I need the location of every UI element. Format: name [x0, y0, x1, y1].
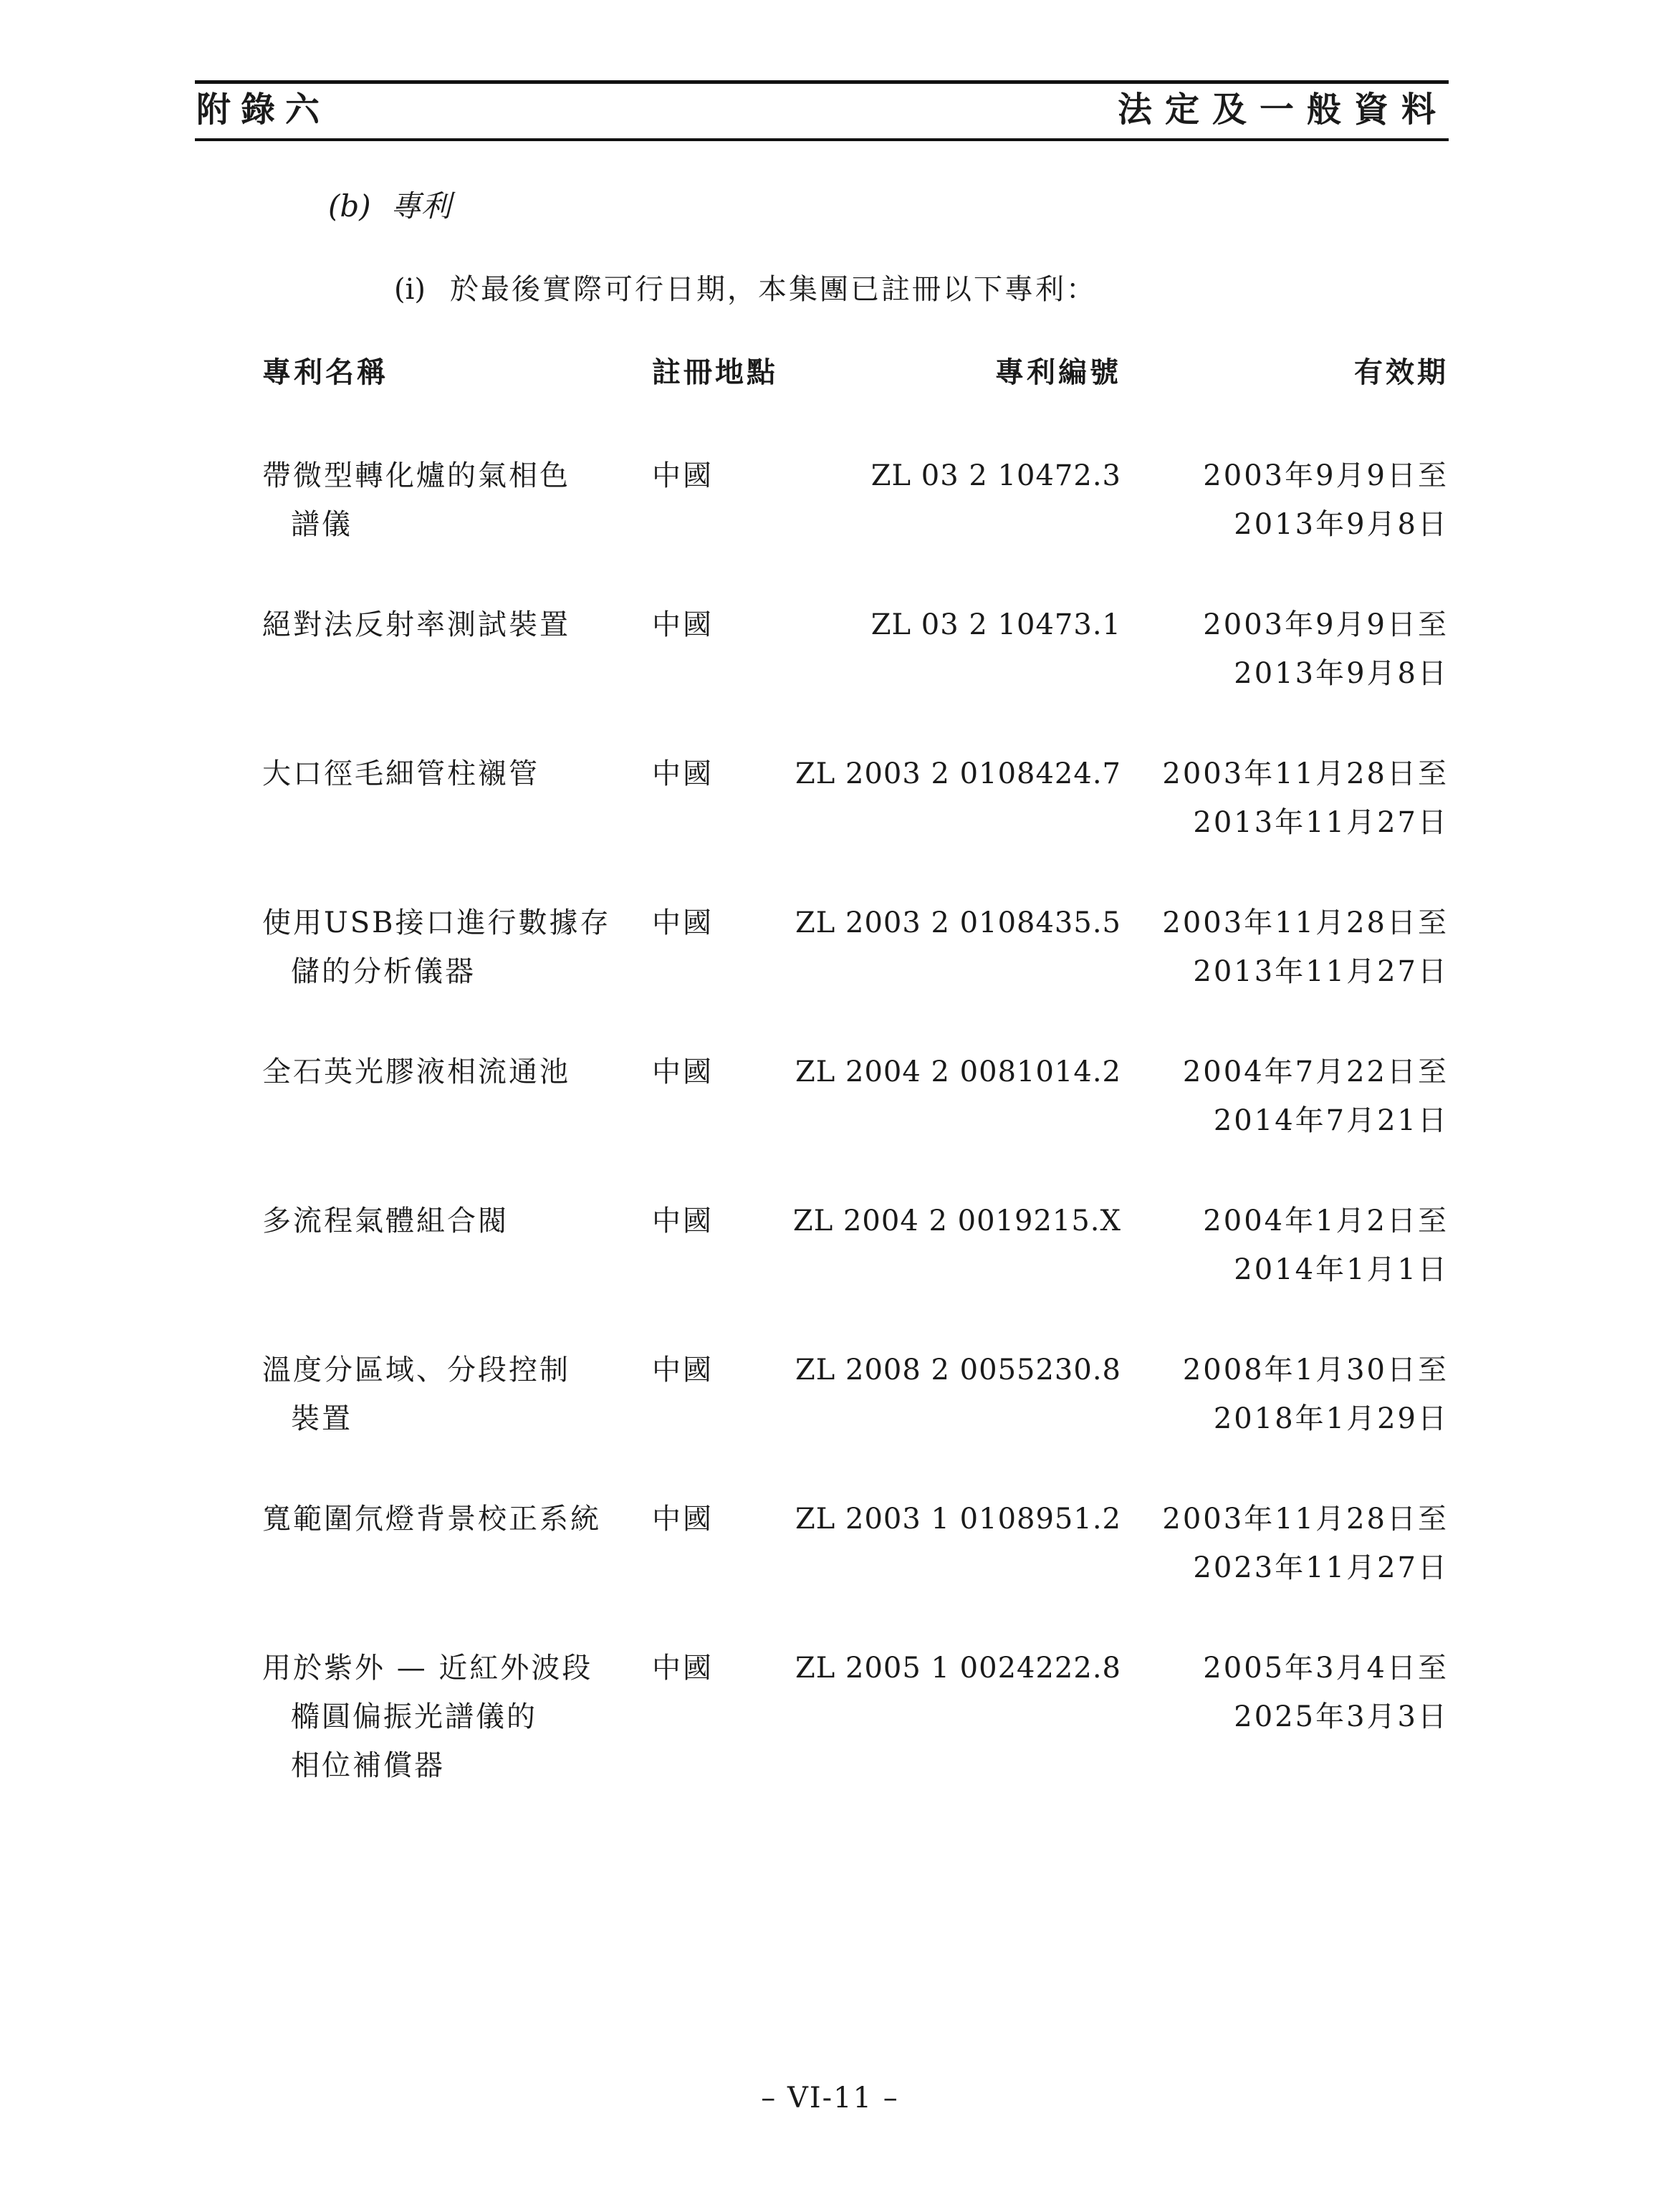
registration-place: 中國: [652, 757, 714, 790]
patent-name: [262, 1197, 635, 1245]
patent-number: ZL 2004 2 0081014.2: [795, 1055, 1121, 1088]
patent-name-line: 溫度分區域、分段控制: [262, 1354, 570, 1387]
patent-name: [262, 1495, 635, 1543]
validity-period-line: 2003年11月28日至: [1162, 757, 1449, 790]
validity-period-line: 2013年11月27日: [1193, 955, 1449, 988]
validity-period-line: 2025年3月3日: [1234, 1700, 1449, 1733]
patent-name-line: 全石英光膠液相流通池: [262, 1055, 570, 1088]
validity-period-line: 2005年3月4日至: [1203, 1652, 1449, 1685]
validity-period-line: 2018年1月29日: [1213, 1402, 1449, 1435]
validity-period-line: 2004年1月2日至: [1203, 1205, 1449, 1237]
validity-period-line: 2013年11月27日: [1193, 806, 1449, 839]
subsection-b-marker: (b): [328, 188, 371, 224]
patent-name: [262, 451, 635, 549]
validity-period-line: 2008年1月30日至: [1182, 1354, 1449, 1387]
section-title: 法定及一般資料: [1117, 90, 1449, 130]
validity-period: [1183, 1346, 1449, 1443]
validity-period-line: 2003年11月28日至: [1162, 906, 1449, 939]
patent-name-line: 裝置: [291, 1402, 352, 1435]
patent-number: ZL 2008 2 0055230.8: [795, 1354, 1121, 1387]
patent-name: [262, 750, 635, 798]
patent-name-line: 寬範圍氘燈背景校正系統: [262, 1503, 601, 1536]
patent-name: [262, 600, 635, 649]
patent-name-line: 儲的分析儀器: [291, 955, 476, 988]
validity-period: [1203, 1644, 1449, 1741]
patent-name-line: 多流程氣體組合閥: [262, 1205, 509, 1237]
patent-number: ZL 03 2 10472.3: [870, 459, 1121, 492]
subsection-i-paragraph: [394, 268, 1097, 311]
validity-period: [1203, 451, 1449, 549]
patent-number: ZL 2005 1 0024222.8: [795, 1652, 1121, 1685]
validity-period-line: 2013年9月8日: [1234, 657, 1449, 690]
validity-period-line: 2023年11月27日: [1193, 1551, 1449, 1584]
patent-number: ZL 2003 1 0108951.2: [795, 1503, 1121, 1536]
validity-period: [1162, 750, 1449, 847]
patent-name-line: 用於紫外 — 近紅外波段: [262, 1652, 593, 1685]
registration-place: 中國: [652, 608, 714, 641]
registration-place: 中國: [652, 1354, 714, 1387]
patent-name-line: 大口徑毛細管柱襯管: [262, 757, 539, 790]
patent-name-line: 使用USB接口進行數據存: [262, 906, 611, 939]
patent-name: [262, 1644, 635, 1790]
col-header-patent-name: 專利名稱: [262, 355, 388, 389]
patent-number: ZL 03 2 10473.1: [870, 608, 1121, 641]
subsection-b-title: 專利: [390, 188, 451, 224]
patent-name-line: 帶微型轉化爐的氣相色: [262, 459, 570, 492]
validity-period: [1203, 600, 1449, 698]
col-header-patent-number: 專利編號: [995, 355, 1121, 389]
patent-number: ZL 2004 2 0019215.X: [792, 1205, 1121, 1237]
registration-place: 中國: [652, 906, 714, 939]
validity-period: [1162, 899, 1449, 996]
validity-period-line: 2014年7月21日: [1213, 1104, 1449, 1137]
header-top-rule: [195, 80, 1449, 84]
validity-period: [1162, 1495, 1449, 1592]
validity-period-line: 2003年11月28日至: [1162, 1503, 1449, 1536]
registration-place: 中國: [652, 1205, 714, 1237]
patent-number: ZL 2003 2 0108424.7: [795, 757, 1121, 790]
validity-period-line: 2004年7月22日至: [1182, 1055, 1449, 1088]
subsection-i-text: 於最後實際可行日期，本集團已註冊以下專利：: [450, 273, 1098, 306]
registration-place: 中國: [652, 1503, 714, 1536]
subsection-b-heading: [328, 185, 451, 228]
validity-period: [1183, 1048, 1449, 1145]
validity-period-line: 2003年9月9日至: [1203, 608, 1449, 641]
col-header-validity-period: 有效期: [1354, 355, 1449, 389]
validity-period-line: 2003年9月9日至: [1203, 459, 1449, 492]
patent-name-line: 譜儀: [291, 508, 352, 541]
validity-period-line: 2013年9月8日: [1234, 508, 1449, 541]
subsection-i-marker: (i): [394, 273, 426, 306]
appendix-title: 附錄六: [196, 90, 330, 130]
patent-name-line: 絕對法反射率測試裝置: [262, 608, 570, 641]
validity-period: [1203, 1197, 1449, 1294]
patent-name-line: 橢圓偏振光譜儀的: [291, 1700, 537, 1733]
col-header-registration-place: 註冊地點: [652, 355, 778, 389]
registration-place: 中國: [652, 459, 714, 492]
patent-name: [262, 899, 635, 996]
patent-name: [262, 1346, 635, 1443]
patent-name: [262, 1048, 635, 1096]
header-bottom-rule: [195, 138, 1449, 141]
registration-place: 中國: [652, 1652, 714, 1685]
patent-name-line: 相位補償器: [291, 1749, 445, 1782]
page-number: – VI-11 –: [761, 2082, 899, 2115]
patent-number: ZL 2003 2 0108435.5: [795, 906, 1121, 939]
validity-period-line: 2014年1月1日: [1234, 1253, 1449, 1286]
registration-place: 中國: [652, 1055, 714, 1088]
